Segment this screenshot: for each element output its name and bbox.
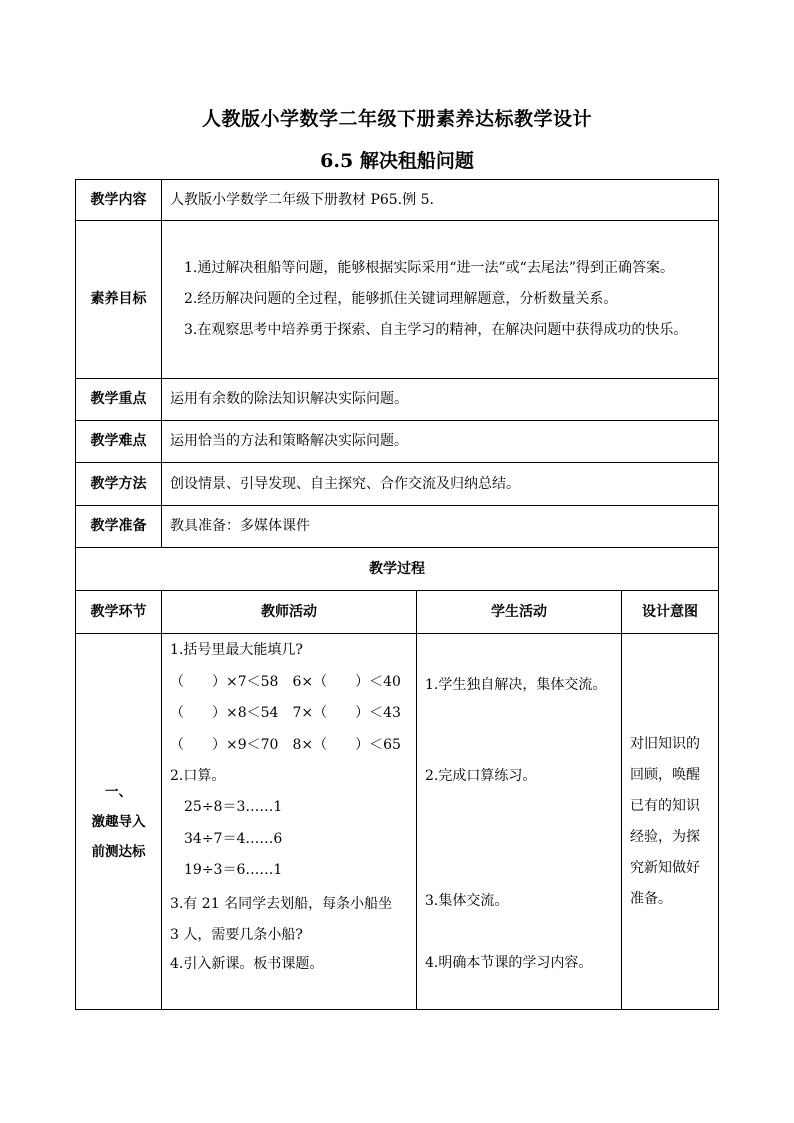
student-line: 3.集体交流。	[425, 893, 509, 909]
column-header: 教学环节	[76, 591, 162, 634]
teacher-line: 3.有 21 名同学去划船，每条小船坐 3 人，需要几条小船?	[170, 896, 393, 943]
student-activity-cell	[417, 634, 622, 1010]
stage-number: 一、	[105, 783, 132, 800]
design-intent-cell	[622, 634, 719, 1010]
row-difficulty	[76, 421, 719, 463]
teacher-line: 19÷3＝6……1	[184, 862, 283, 878]
column-header: 学生活动	[417, 591, 622, 634]
stage-name	[76, 777, 161, 867]
row-stage-1	[76, 634, 719, 1010]
document-subtitle: 6.5 解决租船问题	[320, 150, 474, 172]
teacher-line: （ ）×7＜58 6×（ ）＜40	[170, 674, 401, 690]
row-process-columns	[76, 591, 719, 634]
row-key-point	[76, 379, 719, 421]
stage-title-line: 前测达标	[91, 843, 146, 860]
row-goals	[76, 221, 719, 379]
teacher-activity	[162, 634, 416, 1009]
label-key-point: 教学重点	[76, 379, 162, 421]
value-difficulty: 运用恰当的方法和策略解决实际问题。	[162, 421, 719, 463]
teacher-activity-cell	[162, 634, 417, 1010]
value-method: 创设情景、引导发现、自主探究、合作交流及归纳总结。	[162, 463, 719, 506]
stage-name-cell	[76, 634, 162, 1010]
label-goals: 素养目标	[76, 221, 162, 379]
row-method	[76, 463, 719, 506]
student-line: 2.完成口算练习。	[425, 768, 537, 784]
value-preparation: 教具准备：多媒体课件	[162, 506, 719, 548]
design-intent: 对旧知识的回顾，唤醒已有的知识经验，为探究新知做好准备。	[630, 735, 700, 907]
value-content: 人教版小学数学二年级下册教材 P65.例 5.	[162, 180, 719, 221]
label-difficulty: 教学难点	[76, 421, 162, 463]
label-preparation: 教学准备	[76, 506, 162, 548]
value-goals	[162, 221, 719, 379]
student-line: 1.学生独自解决，集体交流。	[425, 677, 607, 693]
teacher-line: 2.口算。	[170, 768, 226, 784]
goal-item: 3.在观察思考中培养勇于探索、自主学习的精神，在解决问题中获得成功的快乐。	[184, 322, 688, 338]
teacher-line: 1.括号里最大能填几?	[170, 642, 303, 658]
column-header: 教师活动	[162, 591, 417, 634]
row-content	[76, 180, 719, 221]
student-line: 4.明确本节课的学习内容。	[425, 955, 593, 971]
document-title: 人教版小学数学二年级下册素养达标教学设计	[201, 108, 592, 130]
label-content: 教学内容	[76, 180, 162, 221]
teacher-line: 34÷7＝4……6	[184, 831, 283, 847]
teacher-line: 25÷8＝3……1	[184, 799, 283, 815]
row-process-heading	[76, 548, 719, 591]
row-preparation	[76, 506, 719, 548]
column-header: 设计意图	[622, 591, 719, 634]
goal-item: 2.经历解决问题的全过程，能够抓住关键词理解题意，分析数量关系。	[184, 291, 618, 307]
process-heading: 教学过程	[76, 548, 719, 591]
label-method: 教学方法	[76, 463, 162, 506]
student-activity	[417, 634, 621, 1009]
lesson-plan-table	[75, 179, 719, 1010]
value-key-point: 运用有余数的除法知识解决实际问题。	[162, 379, 719, 421]
goal-item: 1.通过解决租船等问题，能够根据实际采用“进一法”或“去尾法”得到正确答案。	[184, 260, 674, 276]
stage-title-line: 激趣导入	[91, 813, 146, 830]
teacher-line: （ ）×9＜70 8×（ ）＜65	[170, 737, 401, 753]
teacher-line: （ ）×8＜54 7×（ ）＜43	[170, 705, 401, 721]
teacher-line: 4.引入新课。板书课题。	[170, 956, 324, 972]
